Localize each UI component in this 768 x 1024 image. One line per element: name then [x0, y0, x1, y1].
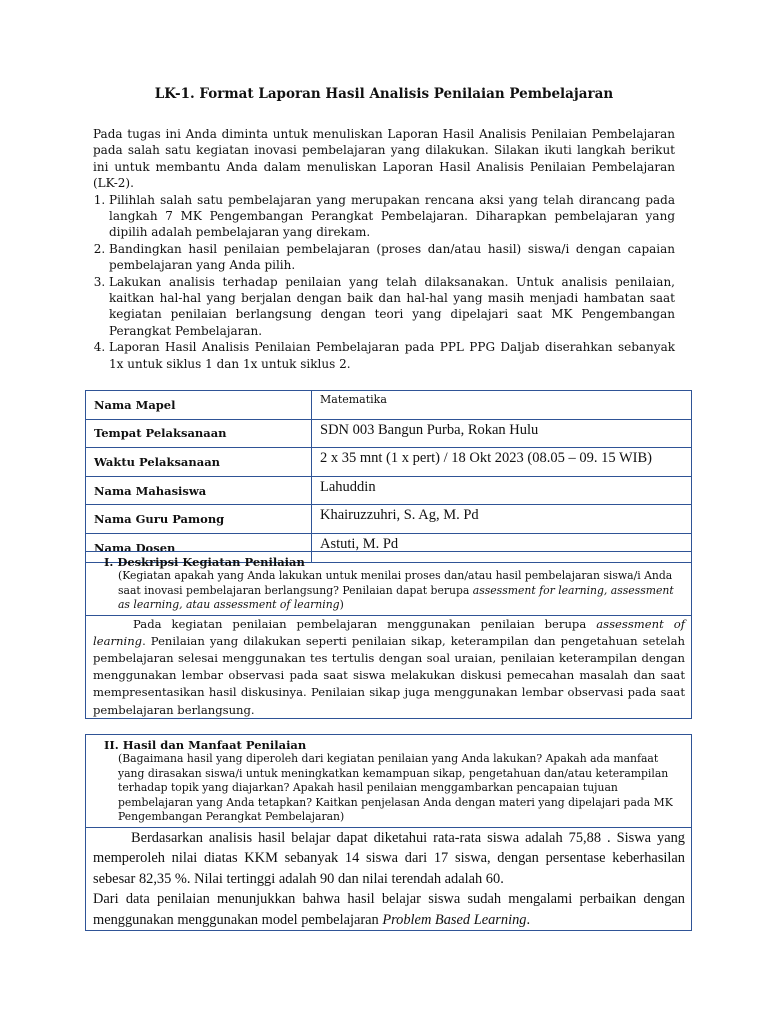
section-1-description — [104, 569, 681, 613]
table-row — [86, 476, 692, 505]
intro-block — [93, 126, 675, 372]
mapel-value: Matematika — [312, 391, 692, 420]
section-2-body — [86, 827, 691, 931]
table-row — [86, 448, 692, 477]
section-1-heading: I. Deskripsi Kegiatan Penilaian — [104, 555, 305, 569]
instruction-step-4: 4. Laporan Hasil Analisis Penilaian Pembelajaran pada PPL PPG Daljab diserahkan sebanyak 1x untuk siklus 1 dan 1x untuk siklus 2. — [109, 339, 675, 372]
table-row — [86, 391, 692, 420]
tempat-value: SDN 003 Bangun Purba, Rokan Hulu — [312, 419, 692, 448]
section-1-desc-italic: assessment for learning, assessment as learning, atau assessment of learning — [118, 583, 674, 611]
section-1-box — [85, 551, 692, 719]
section-1-body — [86, 615, 691, 718]
tempat-label: Tempat Pelaksanaan — [86, 419, 312, 448]
section-2-description: (Bagaimana hasil yang diperoleh dari kegiatan penilaian yang Anda lakukan? Apakah ada manfaat yang dirasakan siswa/i untuk meningkatkan kemampuan sikap, pengetahuan dan/atau keterampilan terhadap topik yang diajarkan? Apakah hasil penilaian menggambarkan pencapaian tujuan pembelajaran yang Anda tetapkan? Kaitkan penjelasan Anda dengan materi yang dipelajari pada MK Pengembangan Perangkat Pembelajaran) — [118, 752, 673, 823]
table-row — [86, 505, 692, 534]
instruction-step-1: 1. Pilihlah salah satu pembelajaran yang merupakan rencana aksi yang telah dirancang pada langkah 7 MK Pengembangan Perangkat Pembelajaran. Diharapkan pembelajaran yang dipilih adalah pembelajaran yang direkam. — [109, 192, 675, 241]
section-2-p2-italic: Problem Based Learning — [382, 911, 527, 928]
waktu-value: 2 x 35 mnt (1 x pert) / 18 Okt 2023 (08.05 – 09. 15 WIB) — [312, 448, 692, 477]
dosen-value: Astuti, M. Pd — [312, 533, 692, 562]
section-2-p2-text: Dari data penilaian menunjukkan bahwa hasil belajar siswa sudah mengalami perbaikan dengan menggunakan menggunakan model pembelajaran — [93, 891, 685, 928]
section-1-body-text: Pada kegiatan penilaian pembelajaran menggunakan penilaian berupa — [133, 616, 597, 631]
identity-table — [85, 390, 692, 563]
section-2-p2-end: . — [526, 911, 531, 928]
table-row — [86, 419, 692, 448]
pamong-value: Khairuzzuhri, S. Ag, M. Pd — [312, 505, 692, 534]
section-2-box — [85, 734, 692, 931]
section-1-body-rest: . Penilaian yang dilakukan seperti penilaian sikap, keterampilan dan pengetahuan setelah pembelajaran selesai menggunakan tes tertulis dengan soal uraian, penilaian keterampilan dengan menggunakan lembar observasi pada saat siswa melakukan diskusi pemecahan masalah dan saat mempresentasikan hasil diskusinya. Penilaian sikap juga menggunakan lembar observasi pada saat pembelajaran berlangsung. — [93, 633, 685, 717]
mahasiswa-value: Lahuddin — [312, 476, 692, 505]
section-2-paragraph-1 — [93, 828, 685, 890]
mahasiswa-label: Nama Mahasiswa — [86, 476, 312, 505]
mapel-label: Nama Mapel — [86, 391, 312, 420]
pamong-label: Nama Guru Pamong — [86, 505, 312, 534]
instruction-step-3: 3. Lakukan analisis terhadap penilaian yang telah dilaksanakan. Untuk analisis penilaian, kaitkan hal-hal yang berjalan dengan baik dan hal-hal yang masih menjadi hambatan saat kegiatan penilaian berlangsung dengan teori yang dipelajari saat MK Pengembangan Perangkat Pembelajaran. — [109, 274, 675, 340]
section-2-header — [86, 735, 691, 827]
section-2-paragraph-2 — [93, 889, 685, 930]
section-1-desc-text: (Kegiatan apakah yang Anda lakukan untuk menilai proses dan/atau hasil pembelajaran siswa/i Anda saat inovasi pembelajaran berlangsung? Penilaian dapat berupa — [118, 569, 673, 597]
section-1-body-italic: assessment of learning — [93, 616, 686, 648]
instruction-step-2: 2. Bandingkan hasil penilaian pembelajaran (proses dan/atau hasil) siswa/i dengan capaian pembelajaran yang Anda pilih. — [109, 241, 675, 274]
intro-paragraph: Pada tugas ini Anda diminta untuk menuliskan Laporan Hasil Analisis Penilaian Pembelajaran pada salah satu kegiatan inovasi pembelajaran yang dilakukan. Silakan ikuti langkah berikut ini untuk membantu Anda dalam menuliskan Laporan Hasil Analisis Penilaian Pembelajaran (LK-2). — [93, 127, 675, 191]
dosen-label: Nama Dosen — [86, 533, 312, 562]
instruction-list — [93, 192, 675, 372]
section-1-header — [86, 552, 691, 615]
waktu-label: Waktu Pelaksanaan — [86, 448, 312, 477]
page-title: LK-1. Format Laporan Hasil Analisis Penilaian Pembelajaran — [154, 86, 614, 102]
section-2-heading: II. Hasil dan Manfaat Penilaian — [104, 738, 307, 752]
section-2-p1-text: Berdasarkan analisis hasil belajar dapat diketahui rata-rata siswa adalah 75,88 . Siswa yang memperoleh nilai diatas KKM sebanyak 14 siswa dari 17 siswa, dengan persentase keberhasilan sebesar 82,35 %. Nilai tertinggi adalah 90 dan nilai terendah adalah 60. — [93, 829, 685, 887]
section-1-desc-end: ) — [339, 598, 344, 611]
